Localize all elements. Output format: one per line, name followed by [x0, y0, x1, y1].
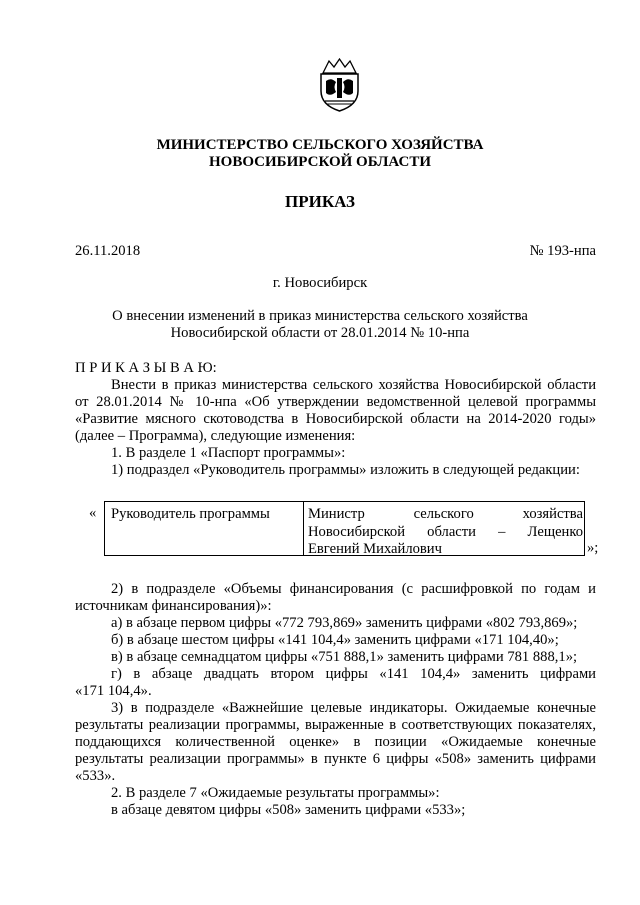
table-right-line2: Новосибирской области – Лещенко — [308, 523, 583, 540]
intro-line1: Внести в приказ министерства сельского хозяйства Новосибирской области — [111, 377, 596, 393]
intro-line2: от 28.01.2014 № 10-нпа «Об утверждении ведомственной целевой программы — [75, 394, 596, 410]
subject-line2: Новосибирской области от 28.01.2014 № 10-нпа — [170, 325, 470, 341]
item2-line2: источникам финансирования)»: — [75, 598, 272, 614]
intro-line3: «Развитие мясного скотоводства в Новосибирской области на 2014-2020 годы» — [75, 411, 596, 427]
document-type-title: ПРИКАЗ — [285, 192, 355, 211]
program-leader-table — [104, 501, 585, 556]
ministry-name-line2: НОВОСИБИРСКОЙ ОБЛАСТИ — [208, 154, 432, 170]
section2-item: в абзаце девятом цифры «508» заменить цифрами «533»; — [111, 802, 466, 818]
item3-line1: 3) в подразделе «Важнейшие целевые индикаторы. Ожидаемые конечные — [111, 700, 596, 716]
table-right-line1: Министр сельского хозяйства — [308, 506, 583, 522]
subject-line1: О внесении изменений в приказ министерства сельского хозяйства — [112, 308, 528, 324]
item2-a: а) в абзаце первом цифры «772 793,869» заменить цифрами «802 793,869»; — [111, 615, 578, 631]
section1-heading: 1. В разделе 1 «Паспорт программы»: — [111, 445, 346, 461]
table-close-quote: »; — [587, 540, 599, 556]
item3-line3: поддающихся количественной оценке» в позиции «Ожидаемые конечные — [75, 734, 596, 750]
prikazyvayu-heading: П Р И К А З Ы В А Ю: — [75, 360, 217, 376]
section2-heading: 2. В разделе 7 «Ожидаемые результаты программы»: — [111, 785, 440, 801]
item3-line2: результаты реализации программы, выраженные в соответствующих показателях, — [75, 717, 596, 733]
table-right-cell — [308, 506, 583, 559]
order-number: № 193-нпа — [529, 243, 596, 259]
item2-c: в) в абзаце семнадцатом цифры «751 888,1» заменить цифрами 781 888,1»; — [111, 649, 578, 665]
city-name: г. Новосибирск — [272, 275, 368, 291]
section1-item1: 1) подраздел «Руководитель программы» изложить в следующей редакции: — [111, 462, 580, 478]
ministry-name-line1: МИНИСТЕРСТВО СЕЛЬСКОГО ХОЗЯЙСТВА — [156, 137, 484, 153]
item2-b: б) в абзаце шестом цифры «141 104,4» заменить цифрами «171 104,40»; — [111, 632, 559, 648]
table-right-line3: Евгений Михайлович — [308, 541, 442, 557]
item2-d-line1: г) в абзаце двадцать втором цифры «141 104,4» заменить цифрами — [111, 666, 596, 682]
item2-d-line2: «171 104,4». — [75, 683, 152, 699]
table-column-divider — [303, 502, 304, 555]
novosibirsk-coat-of-arms-icon — [317, 57, 362, 112]
item3-line5: «533». — [75, 768, 116, 784]
table-open-quote: « — [89, 505, 97, 521]
item2-line1: 2) в подразделе «Объемы финансирования (с расшифровкой по годам и — [111, 581, 596, 597]
order-date: 26.11.2018 — [75, 243, 141, 259]
intro-line4: (далее – Программа), следующие изменения: — [75, 428, 356, 444]
table-left-cell: Руководитель программы — [111, 506, 270, 522]
item3-line4: результаты реализации программы» в пункте 6 цифры «508» заменить цифрами — [75, 751, 596, 767]
